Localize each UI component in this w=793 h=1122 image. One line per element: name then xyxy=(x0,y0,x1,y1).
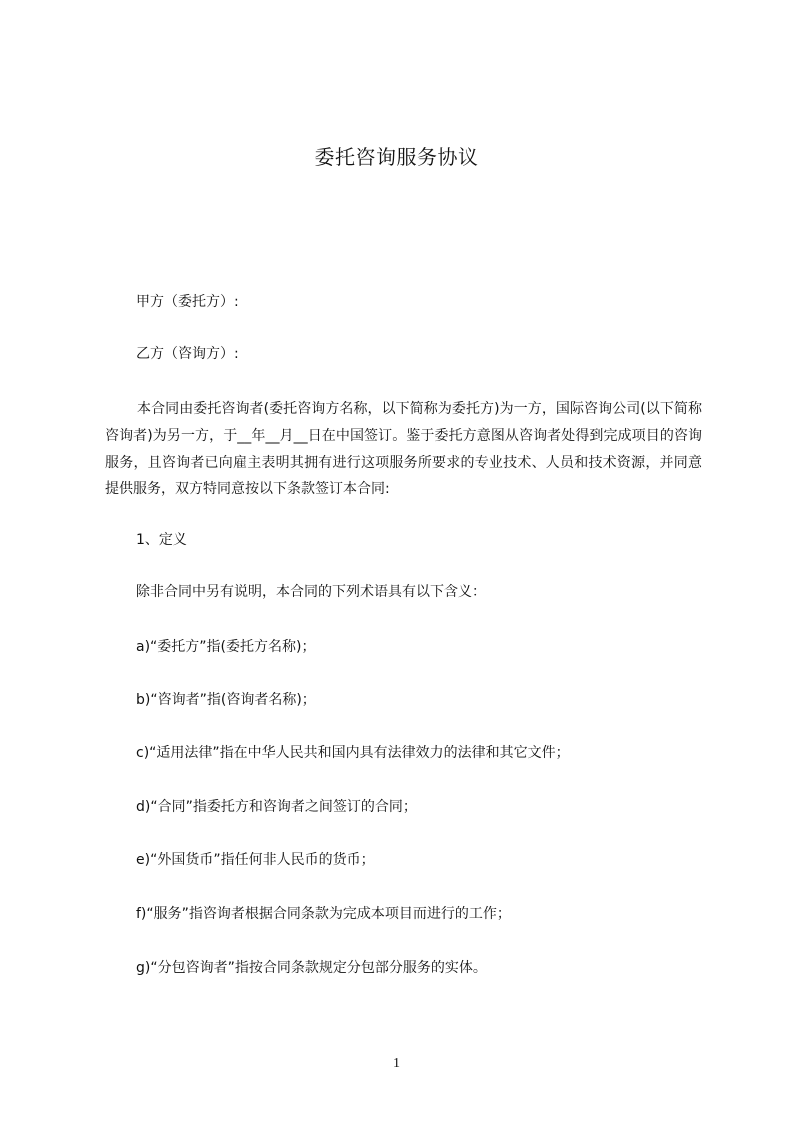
definitions-intro: 除非合同中另有说明，本合同的下列术语具有以下含义： xyxy=(136,584,486,600)
definition-item-c: c)“适用法律”指在中华人民共和国内具有法律效力的法律和其它文件； xyxy=(136,745,570,761)
page-number: 1 xyxy=(393,1056,400,1071)
party-b-label: 乙方（咨询方）: xyxy=(136,346,239,362)
definition-item-g: g)“分包咨询者”指按合同条款规定分包部分服务的实体。 xyxy=(136,960,487,976)
definition-item-e: e)“外国货币”指任何非人民币的货币； xyxy=(136,852,375,868)
intro-paragraph: 本合同由委托咨询者(委托咨询方名称，以下简称为委托方)为一方，国际咨询公司(以下简称咨询者)为另一方，于__年__月__日在中国签订。鉴于委托方意图从咨询者处得到完成项目的咨询服务，且咨询者已向雇主表明其拥有进行这项服务所要求的专业技术、人员和技术资源，并同意提供服务，双方特同意按以下条款签订本合同: xyxy=(105,401,702,498)
definition-item-b: b)“咨询者”指(咨询者名称)； xyxy=(136,692,316,708)
document-title: 委托咨询服务协议 xyxy=(314,145,479,169)
definition-item-a: a)“委托方”指(委托方名称)； xyxy=(136,639,316,655)
definition-item-f: f)“服务”指咨询者根据合同条款为完成本项目而进行的工作； xyxy=(136,906,511,922)
definition-item-d: d)“合同”指委托方和咨询者之间签订的合同； xyxy=(136,799,417,815)
section-heading-definitions: 1、定义 xyxy=(136,532,187,548)
party-a-label: 甲方（委托方）: xyxy=(136,294,239,310)
